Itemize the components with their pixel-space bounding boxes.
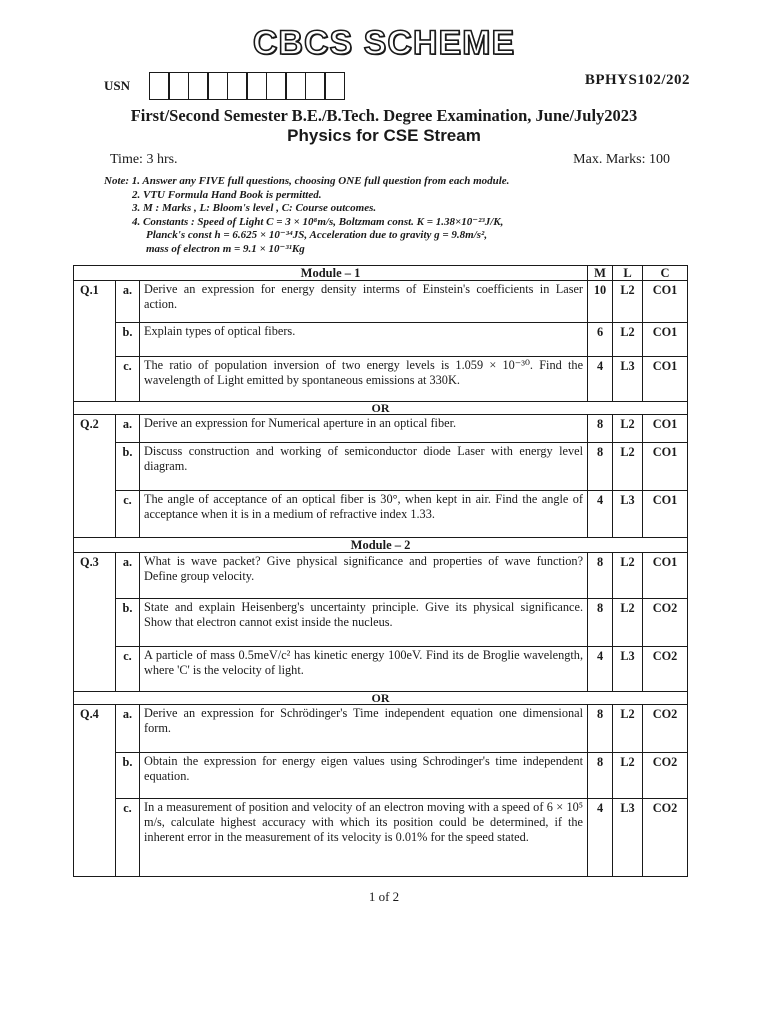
question-row bbox=[74, 705, 688, 753]
question-text: Derive an expression for energy density interms of Einstein's coefficients in Laser action. bbox=[140, 281, 588, 323]
outcome-value: CO1 bbox=[643, 553, 688, 599]
outcome-value: CO1 bbox=[643, 357, 688, 402]
level-value: L3 bbox=[613, 357, 643, 402]
module-header bbox=[74, 538, 688, 553]
level-value: L2 bbox=[613, 443, 643, 491]
sub-label: b. bbox=[116, 323, 140, 357]
or-label: OR bbox=[74, 402, 688, 415]
question-row bbox=[74, 599, 688, 647]
usn-box bbox=[149, 72, 170, 100]
question-text: Discuss construction and working of semiconductor diode Laser with energy level diagram. bbox=[140, 443, 588, 491]
question-row bbox=[74, 491, 688, 538]
or-label: OR bbox=[74, 692, 688, 705]
question-row bbox=[74, 415, 688, 443]
sub-label: c. bbox=[116, 647, 140, 692]
sub-label: a. bbox=[116, 281, 140, 323]
level-value: L3 bbox=[613, 647, 643, 692]
question-text: The ratio of population inversion of two energy levels is 1.059 × 10⁻³⁰. Find the wavelength of Light emitted by spontaneous emissions at 330K. bbox=[140, 357, 588, 402]
outcome-value: CO1 bbox=[643, 415, 688, 443]
question-row bbox=[74, 799, 688, 877]
usn-box bbox=[246, 72, 267, 100]
usn-box bbox=[285, 72, 306, 100]
sub-label: b. bbox=[116, 443, 140, 491]
note-line: Note: 1. Answer any FIVE full questions, choosing ONE full question from each module. bbox=[104, 175, 510, 187]
subject-title: Physics for CSE Stream bbox=[287, 126, 481, 145]
usn-box bbox=[168, 72, 189, 100]
or-divider bbox=[74, 402, 688, 415]
outcome-value: CO1 bbox=[643, 281, 688, 323]
module-title: Module – 2 bbox=[74, 538, 688, 553]
note-line: Planck's const h = 6.625 × 10⁻³⁴JS, Acceleration due to gravity g = 9.8m/s², bbox=[146, 229, 488, 241]
question-table bbox=[73, 265, 688, 877]
outcome-value: CO1 bbox=[643, 491, 688, 538]
outcome-value: CO2 bbox=[643, 705, 688, 753]
marks-value: 8 bbox=[588, 753, 613, 799]
question-text: In a measurement of position and velocity of an electron moving with a speed of 6 × 10⁵ m/s, calculate highest accuracy with which its position could be determined, if the inherent error in the measurement of its velocity is 0.01% for the speed stated. bbox=[140, 799, 588, 877]
marks-value: 8 bbox=[588, 705, 613, 753]
outcome-value: CO2 bbox=[643, 753, 688, 799]
usn-box bbox=[207, 72, 228, 100]
question-text: Explain types of optical fibers. bbox=[140, 323, 588, 357]
max-marks: Max. Marks: 100 bbox=[573, 152, 670, 167]
usn-box bbox=[324, 72, 345, 100]
sub-label: a. bbox=[116, 415, 140, 443]
note-line: 3. M : Marks , L: Bloom's level , C: Course outcomes. bbox=[132, 202, 377, 214]
marks-value: 4 bbox=[588, 491, 613, 538]
sub-label: c. bbox=[116, 799, 140, 877]
marks-value: 8 bbox=[588, 553, 613, 599]
question-number: Q.4 bbox=[74, 705, 116, 877]
question-number: Q.2 bbox=[74, 415, 116, 538]
usn-box bbox=[227, 72, 248, 100]
outcome-value: CO2 bbox=[643, 647, 688, 692]
marks-value: 4 bbox=[588, 357, 613, 402]
marks-value: 6 bbox=[588, 323, 613, 357]
sub-label: b. bbox=[116, 753, 140, 799]
col-outcome: C bbox=[643, 266, 688, 281]
marks-value: 4 bbox=[588, 799, 613, 877]
outcome-value: CO2 bbox=[643, 799, 688, 877]
level-value: L3 bbox=[613, 799, 643, 877]
level-value: L2 bbox=[613, 281, 643, 323]
marks-value: 8 bbox=[588, 443, 613, 491]
level-value: L3 bbox=[613, 491, 643, 538]
sub-label: b. bbox=[116, 599, 140, 647]
question-text: Derive an expression for Numerical aperture in an optical fiber. bbox=[140, 415, 588, 443]
marks-value: 10 bbox=[588, 281, 613, 323]
scheme-banner: CBCS SCHEME bbox=[252, 24, 516, 62]
note-line: mass of electron m = 9.1 × 10⁻³¹Kg bbox=[146, 242, 305, 255]
outcome-value: CO2 bbox=[643, 599, 688, 647]
note-line: 4. Constants : Speed of Light C = 3 × 10⁸m/s, Boltzmam const. K = 1.38×10⁻²³J/K, bbox=[132, 215, 504, 228]
marks-value: 8 bbox=[588, 415, 613, 443]
question-number: Q.1 bbox=[74, 281, 116, 402]
question-text: Derive an expression for Schrödinger's Time independent equation one dimensional form. bbox=[140, 705, 588, 753]
usn-box bbox=[188, 72, 209, 100]
level-value: L2 bbox=[613, 323, 643, 357]
question-row bbox=[74, 443, 688, 491]
question-text: A particle of mass 0.5meV/c² has kinetic energy 100eV. Find its de Broglie wavelength, where 'C' is the velocity of light. bbox=[140, 647, 588, 692]
level-value: L2 bbox=[613, 553, 643, 599]
outcome-value: CO1 bbox=[643, 323, 688, 357]
time-allowed: Time: 3 hrs. bbox=[110, 152, 178, 167]
question-row bbox=[74, 753, 688, 799]
level-value: L2 bbox=[613, 599, 643, 647]
level-value: L2 bbox=[613, 753, 643, 799]
question-row bbox=[74, 281, 688, 323]
module-header bbox=[74, 266, 688, 281]
page-number: 1 of 2 bbox=[368, 889, 400, 904]
usn-row bbox=[104, 72, 345, 100]
sub-label: a. bbox=[116, 705, 140, 753]
outcome-value: CO1 bbox=[643, 443, 688, 491]
level-value: L2 bbox=[613, 415, 643, 443]
question-number: Q.3 bbox=[74, 553, 116, 692]
question-row bbox=[74, 357, 688, 402]
sub-label: c. bbox=[116, 491, 140, 538]
sub-label: c. bbox=[116, 357, 140, 402]
level-value: L2 bbox=[613, 705, 643, 753]
note-line: 2. VTU Formula Hand Book is permitted. bbox=[132, 188, 322, 201]
marks-value: 8 bbox=[588, 599, 613, 647]
or-divider bbox=[74, 692, 688, 705]
question-text: What is wave packet? Give physical significance and properties of wave function? Define group velocity. bbox=[140, 553, 588, 599]
question-text: The angle of acceptance of an optical fiber is 30°, when kept in air. Find the angle of acceptance when it is in a medium of refractive index 1.33. bbox=[140, 491, 588, 538]
usn-boxes bbox=[150, 72, 345, 100]
usn-box bbox=[266, 72, 287, 100]
col-marks: M bbox=[588, 266, 613, 281]
module-title: Module – 1 bbox=[74, 266, 588, 281]
usn-label: USN bbox=[104, 78, 131, 93]
col-level: L bbox=[613, 266, 643, 281]
question-row bbox=[74, 553, 688, 599]
usn-box bbox=[305, 72, 326, 100]
question-row bbox=[74, 647, 688, 692]
question-text: Obtain the expression for energy eigen values using Schrodinger's time independent equation. bbox=[140, 753, 588, 799]
question-row bbox=[74, 323, 688, 357]
question-text: State and explain Heisenberg's uncertainty principle. Give its physical significance. Show that electron cannot exist inside the nucleus. bbox=[140, 599, 588, 647]
marks-value: 4 bbox=[588, 647, 613, 692]
subject-code: BPHYS102/202 bbox=[584, 72, 690, 88]
instructions-notes bbox=[104, 175, 664, 256]
exam-title: First/Second Semester B.E./B.Tech. Degree Examination, June/July2023 bbox=[130, 106, 638, 125]
sub-label: a. bbox=[116, 553, 140, 599]
